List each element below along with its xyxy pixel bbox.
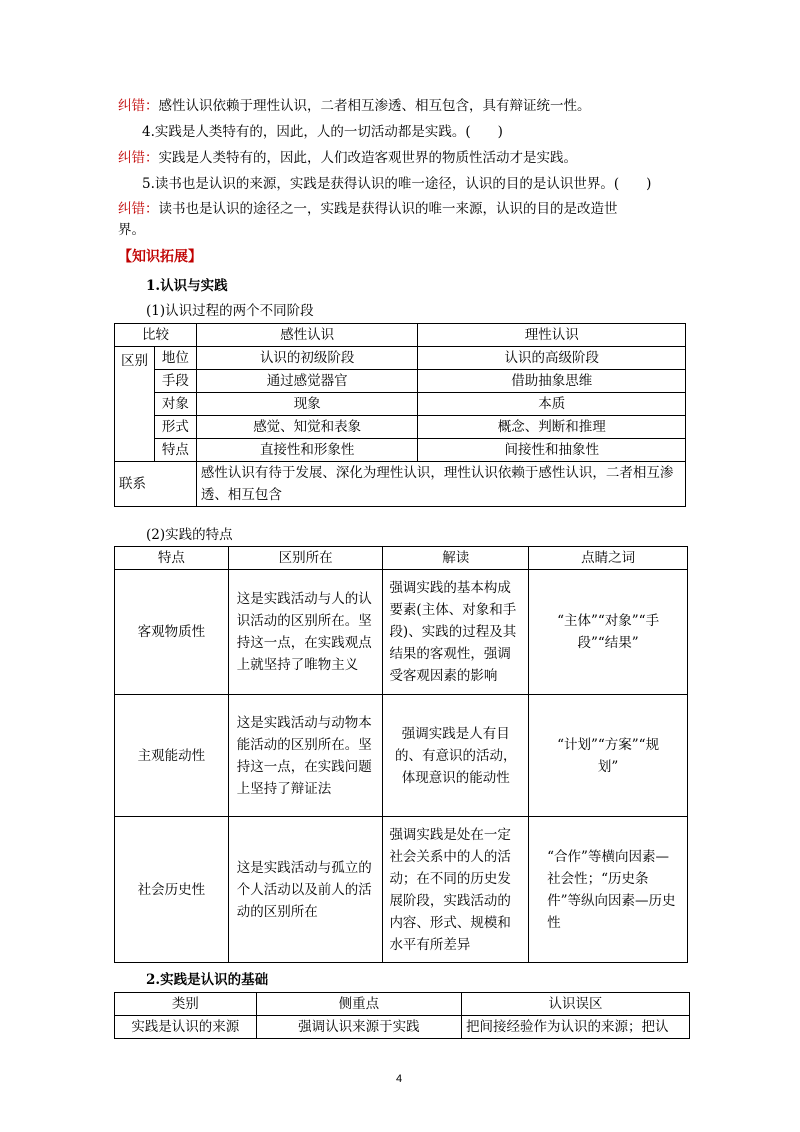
practice-features-table	[114, 546, 688, 963]
correction-3	[118, 96, 591, 116]
table-header-cell: 解读	[383, 547, 529, 570]
cognition-stages-table	[114, 323, 686, 507]
table-cell: 感觉、知觉和表象	[196, 416, 418, 439]
page-number: 4	[396, 1073, 403, 1085]
table-header-cell: 感性认识	[196, 324, 418, 347]
table-row	[115, 439, 686, 462]
table-row	[115, 817, 688, 963]
table-header-cell: 特点	[115, 547, 229, 570]
table-cell: 强调认识来源于实践	[256, 1016, 461, 1039]
table-row	[115, 695, 688, 817]
table-cell: 实践是认识的来源	[115, 1016, 257, 1039]
subsection-title-2: 2.实践是认识的基础	[146, 972, 269, 988]
table-header-cell: 点睛之词	[529, 547, 688, 570]
table-header-row	[115, 324, 686, 347]
table-row	[115, 347, 686, 370]
link-text-cell: 感性认识有待于发展、深化为理性认识，理性认识依赖于感性认识，二者相互渗透、相互包含	[196, 462, 685, 507]
group-cell: 区别	[115, 347, 155, 462]
correction-label: 纠错：	[118, 150, 159, 166]
table-cell: 直接性和形象性	[196, 439, 418, 462]
feature-key-cell: “计划”“方案”“规划”	[529, 695, 688, 817]
feature-read-cell: 强调实践是处在一定社会关系中的人的活动；在不同的历史发展阶段，实践活动的内容、形式、规模和水平有所差异	[383, 817, 529, 963]
subsection-1-1: (1)认识过程的两个不同阶段	[146, 303, 314, 319]
feature-name-cell: 客观物质性	[115, 570, 229, 695]
table-header-cell: 理性认识	[418, 324, 686, 347]
table-header-cell: 比较	[115, 324, 197, 347]
correction-text: 感性认识依赖于理性认识，二者相互渗透、相互包含，具有辩证统一性。	[158, 98, 591, 114]
table-row	[115, 416, 686, 439]
table-cell: 手段	[154, 370, 196, 393]
feature-name-cell: 主观能动性	[115, 695, 229, 817]
table-cell: 概念、判断和推理	[418, 416, 686, 439]
table-cell: 间接性和抽象性	[418, 439, 686, 462]
correction-label: 纠错：	[118, 201, 159, 217]
table-row	[115, 462, 686, 507]
table-header-row	[115, 993, 690, 1016]
table-header-cell: 区别所在	[228, 547, 383, 570]
table-cell: 借助抽象思维	[418, 370, 686, 393]
question-4: 4.实践是人类特有的，因此，人的一切活动都是实践。( )	[142, 124, 503, 140]
table-header-cell: 侧重点	[256, 993, 461, 1016]
table-cell: 地位	[154, 347, 196, 370]
correction-4	[118, 148, 577, 168]
feature-name-cell: 社会历史性	[115, 817, 229, 963]
link-label-cell: 联系	[115, 462, 197, 507]
table-cell: 认识的初级阶段	[196, 347, 418, 370]
table-header-cell: 类别	[115, 993, 257, 1016]
table-cell: 现象	[196, 393, 418, 416]
feature-key-cell: “主体”“对象”“手段”“结果”	[529, 570, 688, 695]
table-row	[115, 570, 688, 695]
table-header-cell: 认识误区	[462, 993, 690, 1016]
table-row	[115, 370, 686, 393]
table-cell: 特点	[154, 439, 196, 462]
table-row	[115, 393, 686, 416]
subsection-1-2: (2)实践的特点	[146, 527, 233, 543]
question-5: 5.读书也是认识的来源，实践是获得认识的唯一途径，认识的目的是认识世界。( )	[142, 176, 652, 192]
table-cell: 本质	[418, 393, 686, 416]
table-cell: 对象	[154, 393, 196, 416]
table-row	[115, 1016, 690, 1039]
table-cell: 把间接经验作为认识的来源；把认	[462, 1016, 690, 1039]
feature-read-cell: 强调实践的基本构成要素(主体、对象和手段)、实践的过程及其结果的客观性，强调受客观因素的影响	[383, 570, 529, 695]
feature-diff-cell: 这是实践活动与动物本能活动的区别所在。坚持这一点，在实践问题上坚持了辩证法	[228, 695, 383, 817]
table-header-row	[115, 547, 688, 570]
table-cell: 认识的高级阶段	[418, 347, 686, 370]
feature-read-cell: 强调实践是人有目的、有意识的活动，体现意识的能动性	[383, 695, 529, 817]
correction-5	[118, 199, 618, 219]
correction-text: 实践是人类特有的，因此，人们改造客观世界的物质性活动才是实践。	[158, 150, 577, 166]
feature-diff-cell: 这是实践活动与孤立的个人活动以及前人的活动的区别所在	[228, 817, 383, 963]
correction-5-cont: 界。	[118, 222, 145, 238]
table-cell: 形式	[154, 416, 196, 439]
feature-key-cell: “合作”等横向因素—社会性；“历史条件”等纵向因素—历史性	[529, 817, 688, 963]
correction-text: 读书也是认识的途径之一，实践是获得认识的唯一来源，认识的目的是改造世	[158, 201, 618, 217]
section-title: 【知识拓展】	[118, 249, 202, 265]
practice-basis-table	[114, 992, 690, 1039]
correction-label: 纠错：	[118, 98, 159, 114]
feature-diff-cell: 这是实践活动与人的认识活动的区别所在。坚持这一点，在实践观点上就坚持了唯物主义	[228, 570, 383, 695]
subsection-title-1: 1.认识与实践	[146, 278, 228, 294]
table-cell: 通过感觉器官	[196, 370, 418, 393]
